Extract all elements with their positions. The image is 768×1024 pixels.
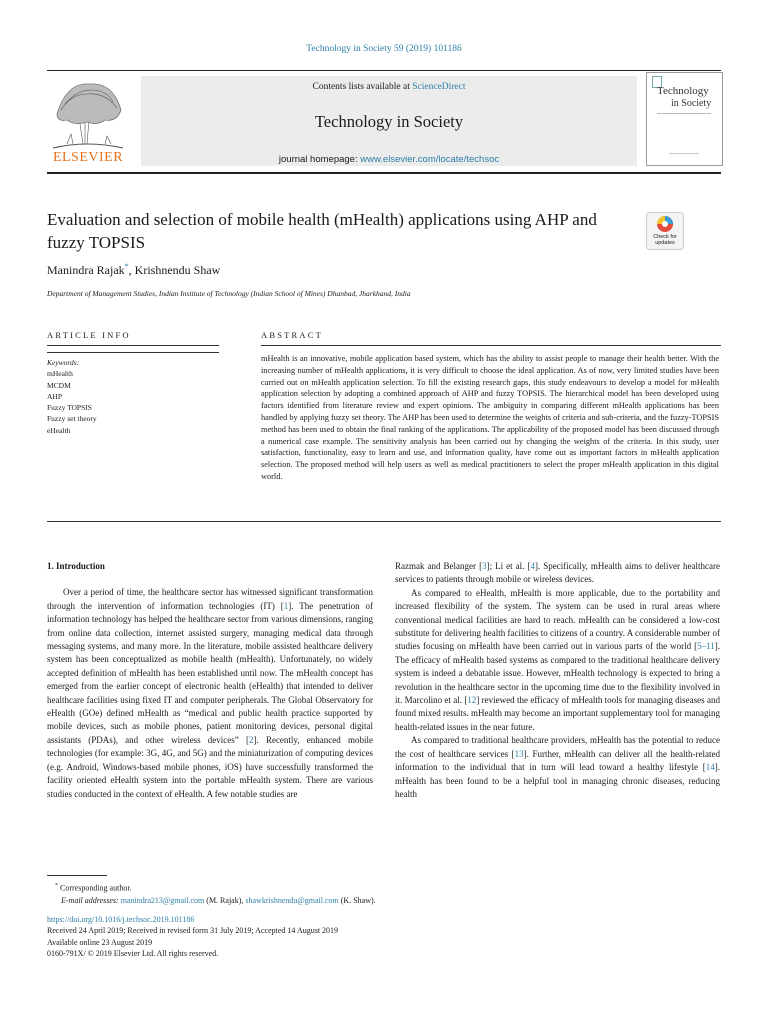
copyright: 0160-791X/ © 2019 Elsevier Ltd. All rights reserved. [47, 948, 219, 958]
crossmark-badge[interactable] [646, 212, 684, 250]
header-top-rule [47, 70, 721, 71]
journal-title: Technology in Society [314, 112, 464, 131]
footnotes [47, 880, 376, 907]
homepage-link[interactable]: www.elsevier.com/locate/techsoc [360, 154, 500, 165]
abstract-heading: ABSTRACT [261, 330, 323, 340]
cover-title-line-2: in Society [671, 98, 712, 109]
journal-reference[interactable]: Technology in Society 59 (2019) 101186 [306, 44, 462, 54]
body-paragraph: As compared to traditional healthcare providers, mHealth has the potential to reduce the cost of healthcare services [13]. Further, mHealth can deliver all the health-related information to the individual that in turn will lead toward a healthy lifestyle [14]. mHealth has been found to be a helpful tool in managing chronic diseases, reducing health [395, 735, 720, 799]
contents-prefix: Contents lists available at [312, 82, 413, 92]
keyword: Fuzzy set theory [47, 414, 97, 424]
article-info-heading: ARTICLE INFO [47, 330, 131, 340]
author-separator: , [128, 263, 135, 277]
email-note: E-mail addresses: manindra213@gmail.com (M. Rajak), shawkrishnendu@gmail.com (K. Shaw). [61, 895, 376, 905]
affiliation: Department of Management Studies, Indian Institute of Technology (Indian School of Mines) Dhanbad, Jharkhand, India [47, 289, 411, 298]
sciencedirect-link[interactable]: ScienceDirect [412, 82, 466, 92]
email-link[interactable]: shawkrishnendu@gmail.com [245, 895, 339, 905]
body-paragraph: Razmak and Belanger [3]; Li et al. [4]. Specifically, mHealth aims to deliver healthcare services to patients through mobile or wireless devices. [395, 561, 721, 585]
author-name[interactable]: Manindra Rajak [47, 263, 125, 277]
section-heading: 1. Introduction [47, 561, 105, 571]
citation-link[interactable]: 1 [283, 600, 289, 611]
article-info-rule [47, 352, 219, 353]
elsevier-logo[interactable] [47, 74, 129, 166]
citation-link[interactable]: 3 [482, 561, 487, 571]
footnote-rule [47, 875, 107, 876]
publication-meta [47, 914, 338, 959]
abstract-bottom-rule [47, 521, 721, 522]
corresponding-author-mark[interactable]: * [124, 262, 129, 271]
keyword: Fuzzy TOPSIS [47, 403, 92, 413]
doi-link[interactable]: https://doi.org/10.1016/j.techsoc.2019.101186 [47, 915, 195, 924]
header-bottom-rule [47, 172, 721, 174]
received-dates: Received 24 April 2019; Received in revised form 31 July 2019; Accepted 14 August 2019 [47, 926, 339, 936]
citation-link[interactable]: 2 [248, 734, 254, 745]
abstract-rule [261, 345, 721, 346]
citation-link[interactable]: 12 [467, 695, 477, 706]
cover-rule [657, 113, 711, 114]
homepage-prefix: journal homepage: [278, 154, 361, 165]
corresponding-author-note: * Corresponding author. [55, 883, 132, 893]
elsevier-wordmark: ELSEVIER [52, 150, 124, 165]
contents-line [141, 82, 637, 92]
keywords-block [47, 357, 97, 436]
keyword: MCDM [47, 380, 71, 390]
citation-link[interactable]: 4 [530, 561, 535, 571]
article-info-rule [47, 345, 219, 346]
citation-link[interactable]: 5–11 [697, 641, 715, 652]
abstract-text: mHealth is an innovative, mobile application based system, which has the ability to assist people to manage their health better. With the increasing number of mHealth applications, it is very difficult to choose the ideal application. As of now, very limited studies have been carried out on mHealth application selection. To fill the existing research gaps, this study endeavours to develop a model for mHealth application selection by adopting a combined approach of AHP and fuzzy TOPSIS. The hierarchical model has been developed using factors identified from literature review and expert opinions. The ambiguity in comparing different mHealth applications has been handled by applying fuzzy set theory. The AHP has been used to determine the weights of criteria and sub-criteria, and the fuzzy-TOPSIS method has been used to obtain the final ranking of the applications. The applicability of the proposed model has been discussed through a numerical case example. The sensitivity analysis has been carried out by changing the weights of the criteria. In this study, user satisfaction, functionality, easy to learn and use, and information quality, have come out as important factors in mHealth application selection. The proposed method will help users as well as medical practitioners to select the proper mHealth application in this digital world. [261, 354, 719, 481]
email-link[interactable]: manindra213@gmail.com [120, 895, 205, 905]
crossmark-label: Check for updates [653, 234, 677, 246]
homepage-line [141, 154, 637, 165]
masthead-center-box [141, 76, 637, 166]
keyword: mHealth [47, 369, 73, 379]
body-paragraph: As compared to eHealth, mHealth is more applicable, due to the portability and increased flexibility of the system. The system can be used in rural areas where conventional medical facilities are hard to reach. mHealth can be considered a low-cost substitute for delivering health facilities to citizens of a country. A considerable number of studies focusing on mHealth have been carried out in various parts of the world [5–11]. The efficacy of mHealth based systems as compared to the traditional healthcare delivery system is indeed a debatable issue. However, mHealth technology is expected to bring a revolution in the healthcare sector in the upcoming time due to the flexibility involved in it. Marcolino et al. [12] reviewed the efficacy of mHealth tools for managing diseases and found mixed results. mHealth may become an important supplementary tool for managing health-related issues in the near future. [395, 587, 720, 732]
keyword: AHP [47, 391, 63, 401]
journal-cover-thumbnail[interactable] [646, 72, 723, 166]
body-paragraph: Over a period of time, the healthcare sector has witnessed significant transformation through the intervention of information technologies (IT) [1]. The penetration of information technology has helped the healthcare sector from various dimensions, ranging from online data collection, internet assisted surgery, managing medical data through messaging systems, and many more. In the literature, mobile assisted healthcare delivery system has been conceptualized as mobile health (mHealth). Unfortunately, no widely accepted definition of mHealth has been established until now. The mHealth concept has emerged from the earlier concept of electronic health (eHealth) that intended to deliver healthcare facilities using fixed IT and computer peripherals. The Global Observatory for eHealth (GOe) defined mHealth as “medical and public health practice supported by mobile devices, such as mobile phones, patient monitoring devices, personal digital assistants (PDAs), and other wireless devices” [2]. Recently, enhanced mobile technologies (for example: 3G, 4G, and 5G) and the miniaturization of computing devices (e.g. Android, Windows-based mobile phones, iOS) have successfully transformed the facility oriented eHealth system into the portable mHealth system. There are various studies conducted in the context of eHealth. A few notable studies are [47, 587, 373, 799]
available-online: Available online 23 August 2019 [47, 937, 153, 947]
body-column-right [395, 560, 720, 801]
keyword: eHealth [47, 425, 71, 435]
author-name[interactable]: Krishnendu Shaw [134, 263, 221, 277]
article-title: Evaluation and selection of mobile health (mHealth) applications using AHP and fuzzy TOPSIS [47, 210, 597, 252]
keywords-label: Keywords: [47, 358, 80, 367]
author-list [47, 262, 220, 278]
citation-link[interactable]: 13 [514, 748, 524, 759]
cover-title-line-1: Technology [657, 85, 709, 97]
citation-link[interactable]: 14 [705, 762, 715, 773]
journal-masthead [47, 72, 721, 166]
cover-rule [669, 153, 699, 154]
body-column-left [47, 560, 373, 801]
